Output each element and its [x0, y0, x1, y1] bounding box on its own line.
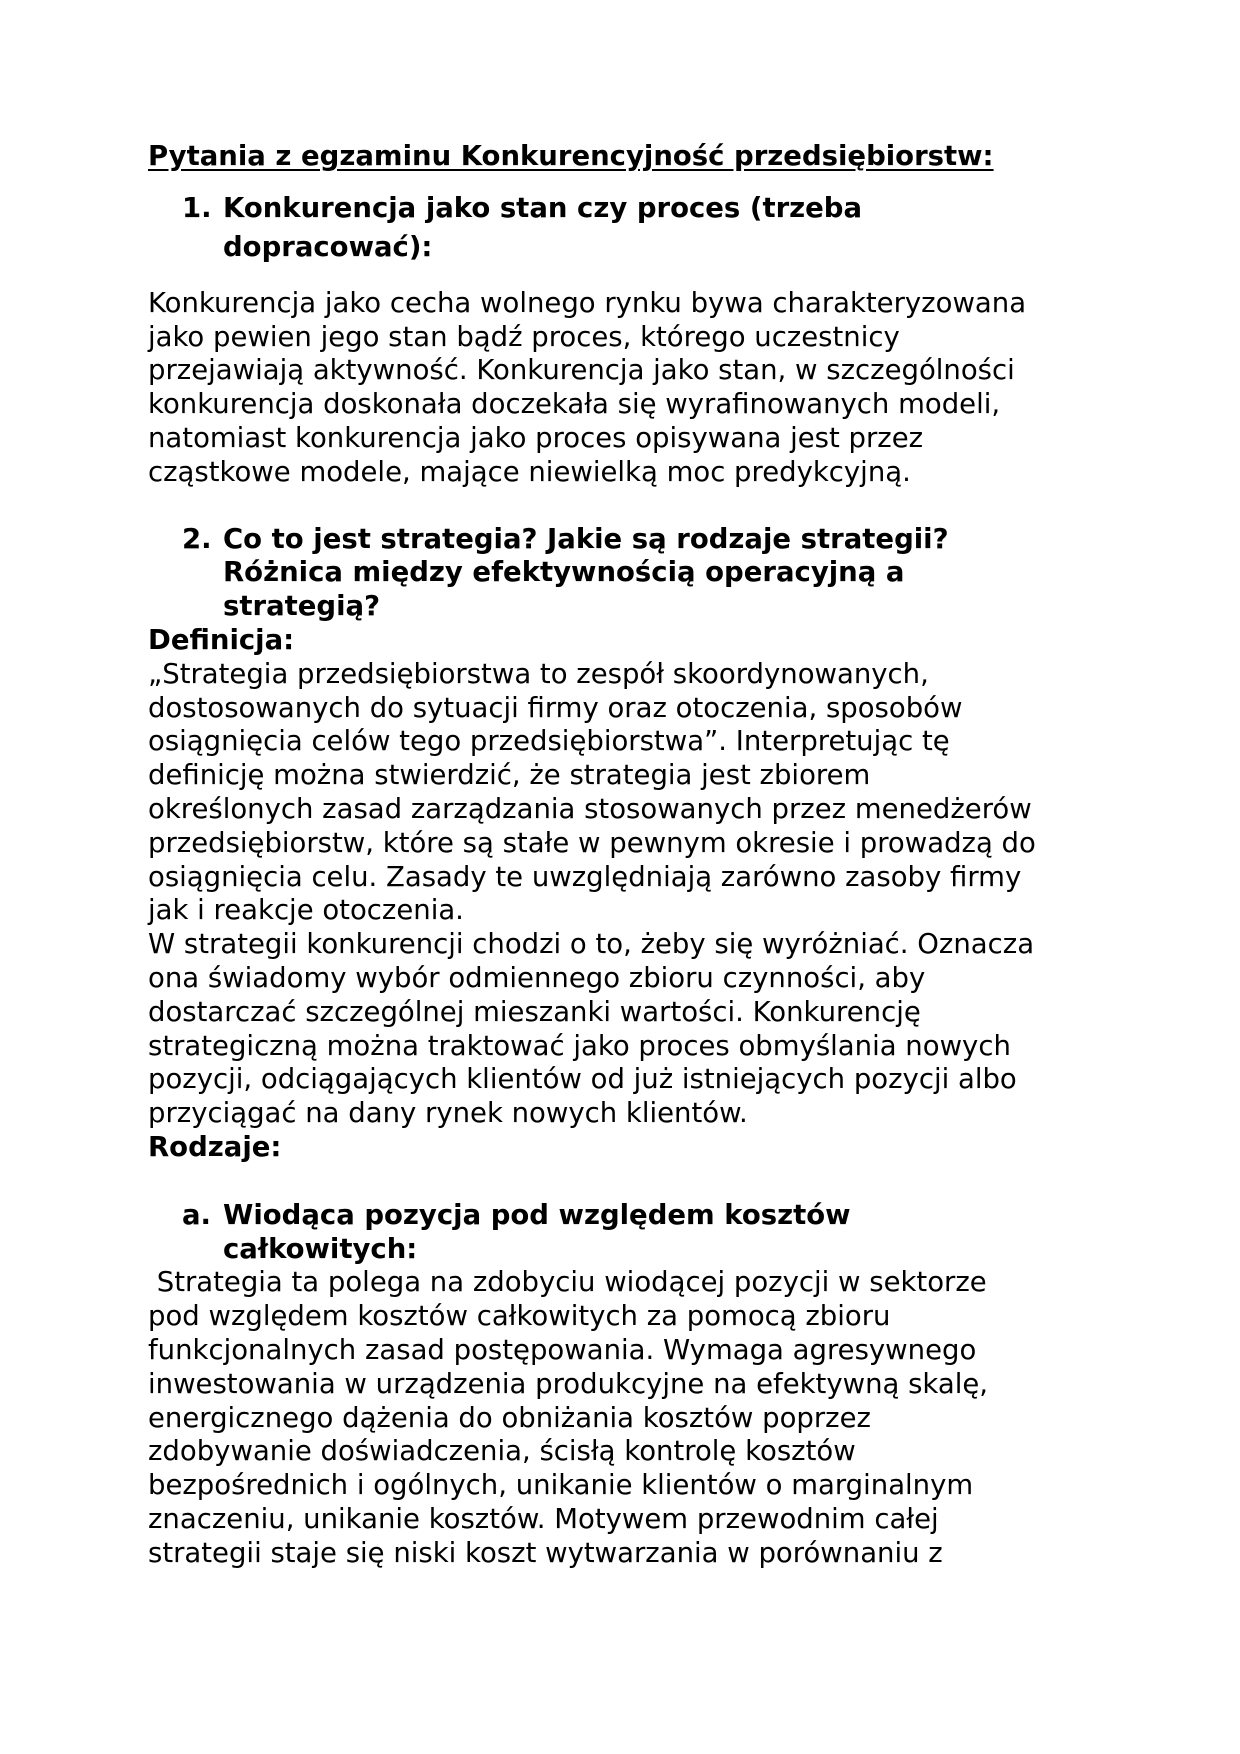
- text-line: znaczeniu, unikanie kosztów. Motywem przewodnim całej: [148, 1502, 939, 1535]
- text-line: zdobywanie doświadczenia, ścisłą kontrolę kosztów: [148, 1435, 856, 1468]
- subsection-a-marker: a.: [182, 1198, 212, 1231]
- text-line: pod względem kosztów całkowitych za pomocą zbioru: [148, 1300, 891, 1333]
- text-line: bezpośrednich i ogólnych, unikanie klientów o marginalnym: [148, 1469, 974, 1502]
- text-line: strategii staje się niski koszt wytwarzania w porównaniu z: [148, 1536, 943, 1569]
- text-line: konkurencja doskonała doczekała się wyrafinowanych modeli,: [148, 388, 1001, 421]
- question-1-heading: [182, 191, 1108, 264]
- text-line: natomiast konkurencja jako proces opisywana jest przez: [148, 421, 924, 454]
- text-line: przejawiają aktywność. Konkurencja jako stan, w szczególności: [148, 354, 1015, 387]
- text-line: jak i reakcje otoczenia.: [148, 894, 464, 927]
- subsection-a-heading: [182, 1199, 1108, 1267]
- question-1-line-2: dopracować):: [223, 230, 433, 263]
- document-page: [148, 140, 1108, 1570]
- question-2-line-2: Różnica między efektywnością operacyjną a: [223, 556, 905, 589]
- question-2-heading: [182, 523, 1108, 624]
- text-line: przedsiębiorstw, które są stałe w pewnym okresie i prowadzą do: [148, 826, 1036, 859]
- subsection-a-line-2: całkowitych:: [223, 1232, 418, 1265]
- text-line: energicznego dążenia do obniżania kosztów poprzez: [148, 1401, 871, 1434]
- text-line: inwestowania w urządzenia produkcyjne na efektywną skalę,: [148, 1367, 989, 1400]
- types-label: Rodzaje:: [148, 1130, 282, 1163]
- text-line: dostarczać szczególnej mieszanki wartości. Konkurencję: [148, 995, 921, 1028]
- text-line: W strategii konkurencji chodzi o to, żeby się wyróżniać. Oznacza: [148, 928, 1035, 961]
- subsection-a-line-1: Wiodąca pozycja pod względem kosztów: [223, 1198, 851, 1231]
- definition-label: Definicja:: [148, 623, 295, 656]
- answer-1-paragraph: [148, 287, 1108, 490]
- document-title: Pytania z egzaminu Konkurencyjność przedsiębiorstw:: [148, 140, 994, 172]
- question-1-number: 1.: [182, 191, 212, 224]
- text-line: określonych zasad zarządzania stosowanych przez menedżerów: [148, 792, 1032, 825]
- text-line: jako pewien jego stan bądź proces, którego uczestnicy: [148, 320, 900, 353]
- text-line: funkcjonalnych zasad postępowania. Wymaga agresywnego: [148, 1333, 977, 1366]
- question-2-number: 2.: [182, 522, 212, 555]
- text-line: osiągnięcia celu. Zasady te uwzględniają zarówno zasoby firmy: [148, 860, 1022, 893]
- text-line: ona świadomy wybór odmiennego zbioru czynności, aby: [148, 961, 926, 994]
- text-line: Konkurencja jako cecha wolnego rynku bywa charakteryzowana: [148, 286, 1027, 319]
- question-2-line-1: Co to jest strategia? Jakie są rodzaje strategii?: [223, 522, 949, 555]
- text-line: osiągnięcia celów tego przedsiębiorstwa”. Interpretując tę: [148, 725, 950, 758]
- text-line: strategiczną można traktować jako proces obmyślania nowych: [148, 1029, 1011, 1062]
- text-line: cząstkowe modele, mające niewielką moc predykcyjną.: [148, 455, 911, 488]
- question-1-line-1: Konkurencja jako stan czy proces (trzeba: [223, 191, 863, 224]
- text-line: „Strategia przedsiębiorstwa to zespół skoordynowanych,: [148, 657, 929, 690]
- text-line: Strategia ta polega na zdobyciu wiodącej pozycji w sektorze: [148, 1266, 987, 1299]
- text-line: definicję można stwierdzić, że strategia jest zbiorem: [148, 759, 871, 792]
- question-2-line-3: strategią?: [223, 590, 381, 623]
- text-line: przyciągać na dany rynek nowych klientów.: [148, 1097, 748, 1130]
- definition-paragraph: [148, 658, 1108, 1131]
- subsection-a-paragraph: [148, 1266, 1108, 1570]
- text-line: pozycji, odciągających klientów od już istniejących pozycji albo: [148, 1063, 1017, 1096]
- text-line: dostosowanych do sytuacji firmy oraz otoczenia, sposobów: [148, 691, 963, 724]
